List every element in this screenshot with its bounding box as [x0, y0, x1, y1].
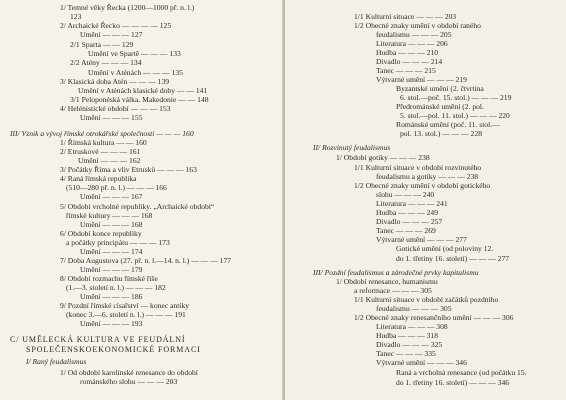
toc-entry: Raná a vrcholná renesance (od počátku 15. — [396, 368, 527, 377]
toc-entry: Umění — — — 174 — [80, 247, 143, 256]
toc-entry: 3/ Klasická doba Atén — — — 139 — [60, 77, 170, 86]
toc-entry: 5/ Období vrcholné republiky. „Archaické období“ — [60, 202, 215, 211]
toc-entry: Umění — — — 167 — [80, 192, 143, 201]
toc-entry: Divadlo — — — 214 — [376, 57, 443, 66]
toc-entry: Umění — — — 155 — [80, 113, 143, 122]
toc-entry: Výtvarné umění — — — 346 — [376, 358, 467, 367]
toc-entry: a počátky principátu — — — 173 — [66, 238, 170, 247]
toc-entry: Literatura — — — 206 — [376, 39, 448, 48]
toc-entry: 2/1 Sparta — — 129 — [70, 40, 134, 49]
toc-entry: Byzantské umění (2. čtvrtina — [396, 84, 484, 93]
toc-entry: Hudba — — — 318 — [376, 331, 439, 340]
toc-entry: 4/ Raná římská republika — [60, 174, 137, 183]
toc-entry: Výtvarné umění — — — 277 — [376, 235, 467, 244]
toc-entry: pol. 13. stol.) — — — 228 — [400, 129, 483, 138]
part-heading: SPOLEČENSKOEKONOMICKÉ FORMACI — [26, 345, 201, 354]
toc-entry: 1/1 Kulturní situace v období rozvinutého — [354, 163, 482, 172]
toc-entry: 6/ Období konce republiky — [60, 229, 142, 238]
toc-entry: feudalismu a gotiky — — — 238 — [376, 172, 479, 181]
toc-entry: 3/ Počátky Říma a vliv Etrusků — — — 163 — [60, 165, 197, 174]
toc-entry: do 1. třetiny 16. století) — — — 277 — [396, 254, 510, 263]
toc-entry: 1/2 Obecné znaky renesančního umění — — — 306 — [354, 313, 514, 322]
toc-entry: feudalismu — — — 305 — [376, 304, 452, 313]
toc-entry: Umění v Aténách klasické doby — — 141 — [78, 86, 208, 95]
toc-entry: Umění — — — 168 — [80, 220, 143, 229]
toc-entry: Tanec — — — 335 — [376, 349, 436, 358]
toc-entry: Tanec — — — 269 — [376, 226, 436, 235]
toc-entry: římské kultury — — — 168 — [66, 211, 153, 220]
part-heading: C/ UMĚLECKÁ KULTURA VE FEUDÁLNÍ — [10, 335, 186, 344]
toc-entry: slohu — — — 240 — [376, 190, 435, 199]
toc-entry: Literatura — — — 241 — [376, 199, 448, 208]
toc-entry: Předrománské umění (2. pol. — [396, 102, 484, 111]
toc-entry: románského slohu — — — 203 — [80, 377, 178, 386]
toc-entry: 1/2 Obecné znaky umění v období raného — [354, 21, 481, 30]
section-heading: I/ Raný feudalismus — [26, 357, 87, 366]
toc-entry: Hudba — — — 210 — [376, 48, 439, 57]
toc-entry: a reformace — — — 305 — [354, 286, 432, 295]
section-heading: III/ Vznik a vývoj římské otrokářské společnosti — — — 160 — [10, 129, 194, 138]
toc-entry: 8/ Období rozmachu římské říše — [60, 274, 158, 283]
toc-entry: 5. stol.—pol. 11. stol.) — — — 220 — [400, 111, 510, 120]
toc-entry: Umění — — — 186 — [80, 292, 143, 301]
toc-entry: 123 — [70, 12, 82, 21]
toc-entry: Tanec — — — 215 — [376, 66, 436, 75]
toc-entry: feudalismu — — — 205 — [376, 30, 452, 39]
toc-entry: 1/ Období renesance, humanismu — [336, 277, 438, 286]
toc-entry: Hudba — — — 249 — [376, 208, 439, 217]
toc-entry: Románské umění (poč. 11. stol.— — [396, 120, 500, 129]
toc-entry: Gotické umění (od poloviny 12. — [396, 244, 494, 253]
toc-entry: 1/ Od období karolínské renesance do období — [60, 368, 198, 377]
toc-entry: 2/ Archaické Řecko — — — — 125 — [60, 21, 172, 30]
toc-entry: 6. stol.—poč. 15. stol.) — — — 219 — [400, 93, 512, 102]
toc-entry: Umění — — — 162 — [78, 156, 141, 165]
toc-entry: 4/ Helénistické období — — — 153 — [60, 104, 171, 113]
toc-entry: Umění — — — 179 — [80, 265, 143, 274]
toc-entry: Divadlo — — — 325 — [376, 340, 443, 349]
toc-entry: 1/2 Obecné znaky umění v období gotického — [354, 181, 491, 190]
section-heading: II/ Rozvinutý feudalismus — [313, 143, 391, 152]
toc-entry: 1/ Římská kultura — — 160 — [60, 138, 147, 147]
section-heading: III/ Pozdní feudalismus a zárodečné prvky kapitalismu — [313, 268, 479, 277]
toc-entry: 1/ Období gotiky — — — 238 — [336, 153, 430, 162]
toc-entry: Umění v Aténách — — — 135 — [88, 68, 183, 77]
toc-entry: Literatura — — — 308 — [376, 322, 448, 331]
toc-entry: 1/ Temné věky Řecka (1200—1000 př. n. l.) — [60, 3, 195, 12]
right-page — [285, 0, 566, 400]
toc-entry: (510—280 př. n. l.) — — — 166 — [66, 183, 167, 192]
toc-entry: 2/2 Atény — — — 134 — [70, 58, 142, 67]
toc-entry: Umění — — — 127 — [80, 30, 143, 39]
toc-entry: Divadlo — — — 257 — [376, 217, 443, 226]
toc-entry: 1/1 Kulturní situace — — — 203 — [354, 12, 457, 21]
toc-entry: 1/1 Kulturní situace v období začátků pozdního — [354, 295, 499, 304]
toc-entry: do 1. třetiny 16. století) — — — 346 — [396, 378, 510, 387]
toc-entry: (1.—3. století n. l.) — — — 182 — [66, 283, 166, 292]
toc-entry: (konec 3.—6. století n. l.) — — — 191 — [66, 310, 186, 319]
toc-entry: Výtvarné umění — — — 219 — [376, 75, 467, 84]
toc-entry: Umění — — — 193 — [80, 319, 143, 328]
toc-entry: 3/1 Peloponéská válka. Makedonie — — 148 — [70, 95, 209, 104]
toc-entry: 2/ Etruskové — — — 161 — [60, 147, 141, 156]
toc-entry: Umění ve Spartě — — — 133 — [88, 49, 181, 58]
toc-entry: 7/ Doba Augustova (27. př. n. l.—14. n. l.) — — — 177 — [60, 256, 232, 265]
toc-entry: 9/ Pozdní římské císařství — konec antiky — [60, 301, 190, 310]
